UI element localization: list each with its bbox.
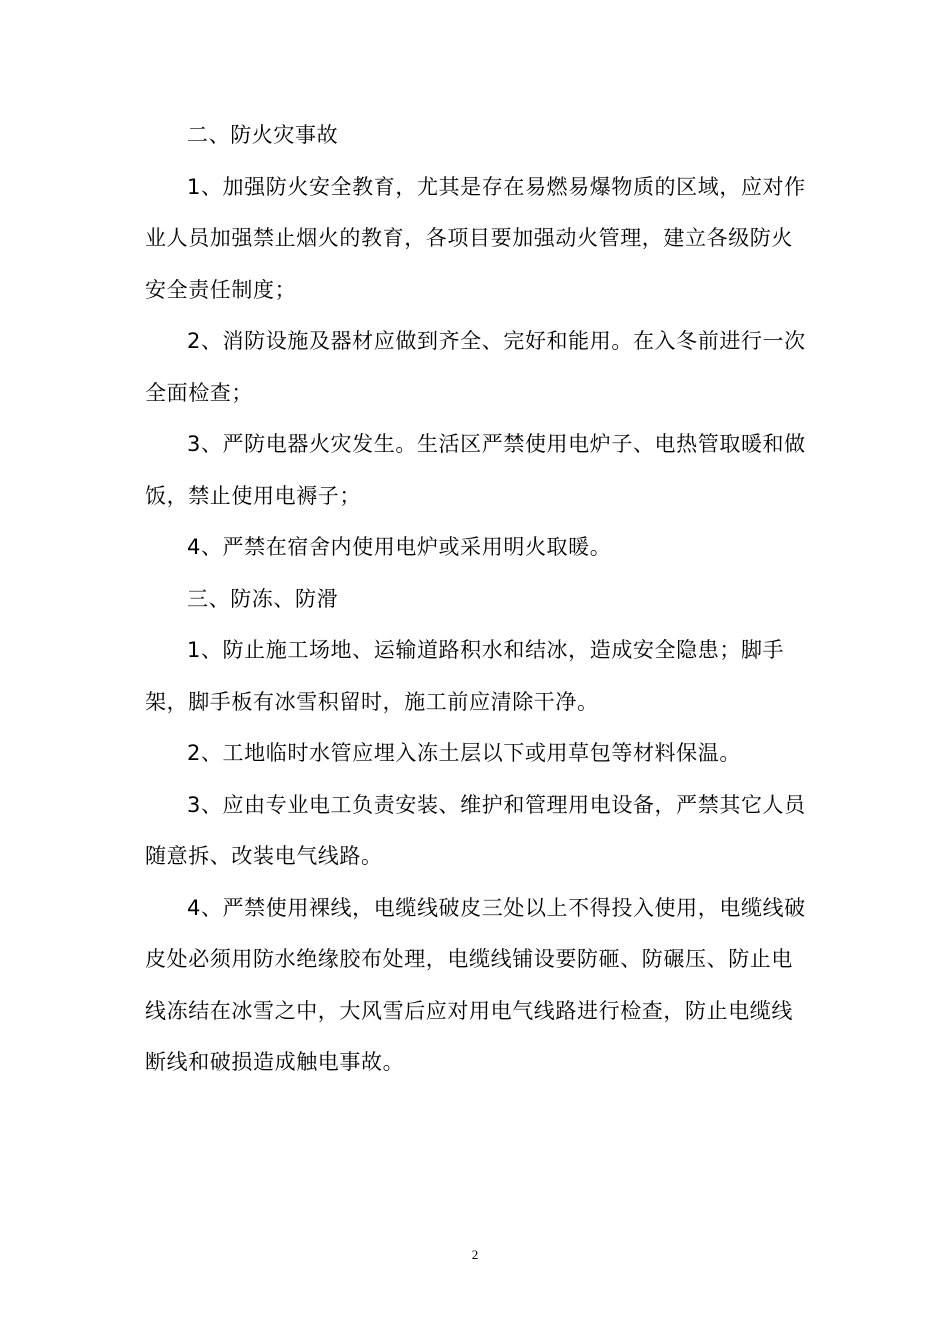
freeze-item-3: 3、应由专业电工负责安装、维护和管理用电设备，严禁其它人员随意拆、改装电气线路。 <box>145 792 806 868</box>
fire-item-2: 2、消防设施及器材应做到齐全、完好和能用。在入冬前进行一次全面检查； <box>145 329 806 405</box>
document-body <box>145 110 809 1089</box>
page-number: 2 <box>471 1247 479 1262</box>
section-heading-fire-prevention: 二、防火灾事故 <box>187 123 339 147</box>
freeze-item-4: 4、严禁使用裸线，电缆线破皮三处以上不得投入使用，电缆线破皮处必须用防水绝缘胶布处理，电缆线铺设要防砸、防碾压、防止电线冻结在冰雪之中，大风雪后应对用电气线路进行检查，防止电缆线断线和破损造成触电事故。 <box>145 895 806 1074</box>
freeze-item-2: 2、工地临时水管应埋入冻土层以下或用草包等材料保温。 <box>187 741 741 765</box>
freeze-item-1: 1、防止施工场地、运输道路积水和结冰，造成安全隐患；脚手架，脚手板有冰雪积留时，施工前应清除干净。 <box>145 638 785 714</box>
section-heading-antifreeze-antislip: 三、防冻、防滑 <box>187 586 339 611</box>
fire-item-1: 1、加强防火安全教育，尤其是存在易燃易爆物质的区域，应对作业人员加强禁止烟火的教育，各项目要加强动火管理，建立各级防火安全责任制度； <box>145 174 806 302</box>
fire-item-3: 3、严防电器火灾发生。生活区严禁使用电炉子、电热管取暖和做饭，禁止使用电褥子； <box>145 432 806 508</box>
fire-item-4: 4、严禁在宿舍内使用电炉或采用明火取暖。 <box>187 535 612 559</box>
